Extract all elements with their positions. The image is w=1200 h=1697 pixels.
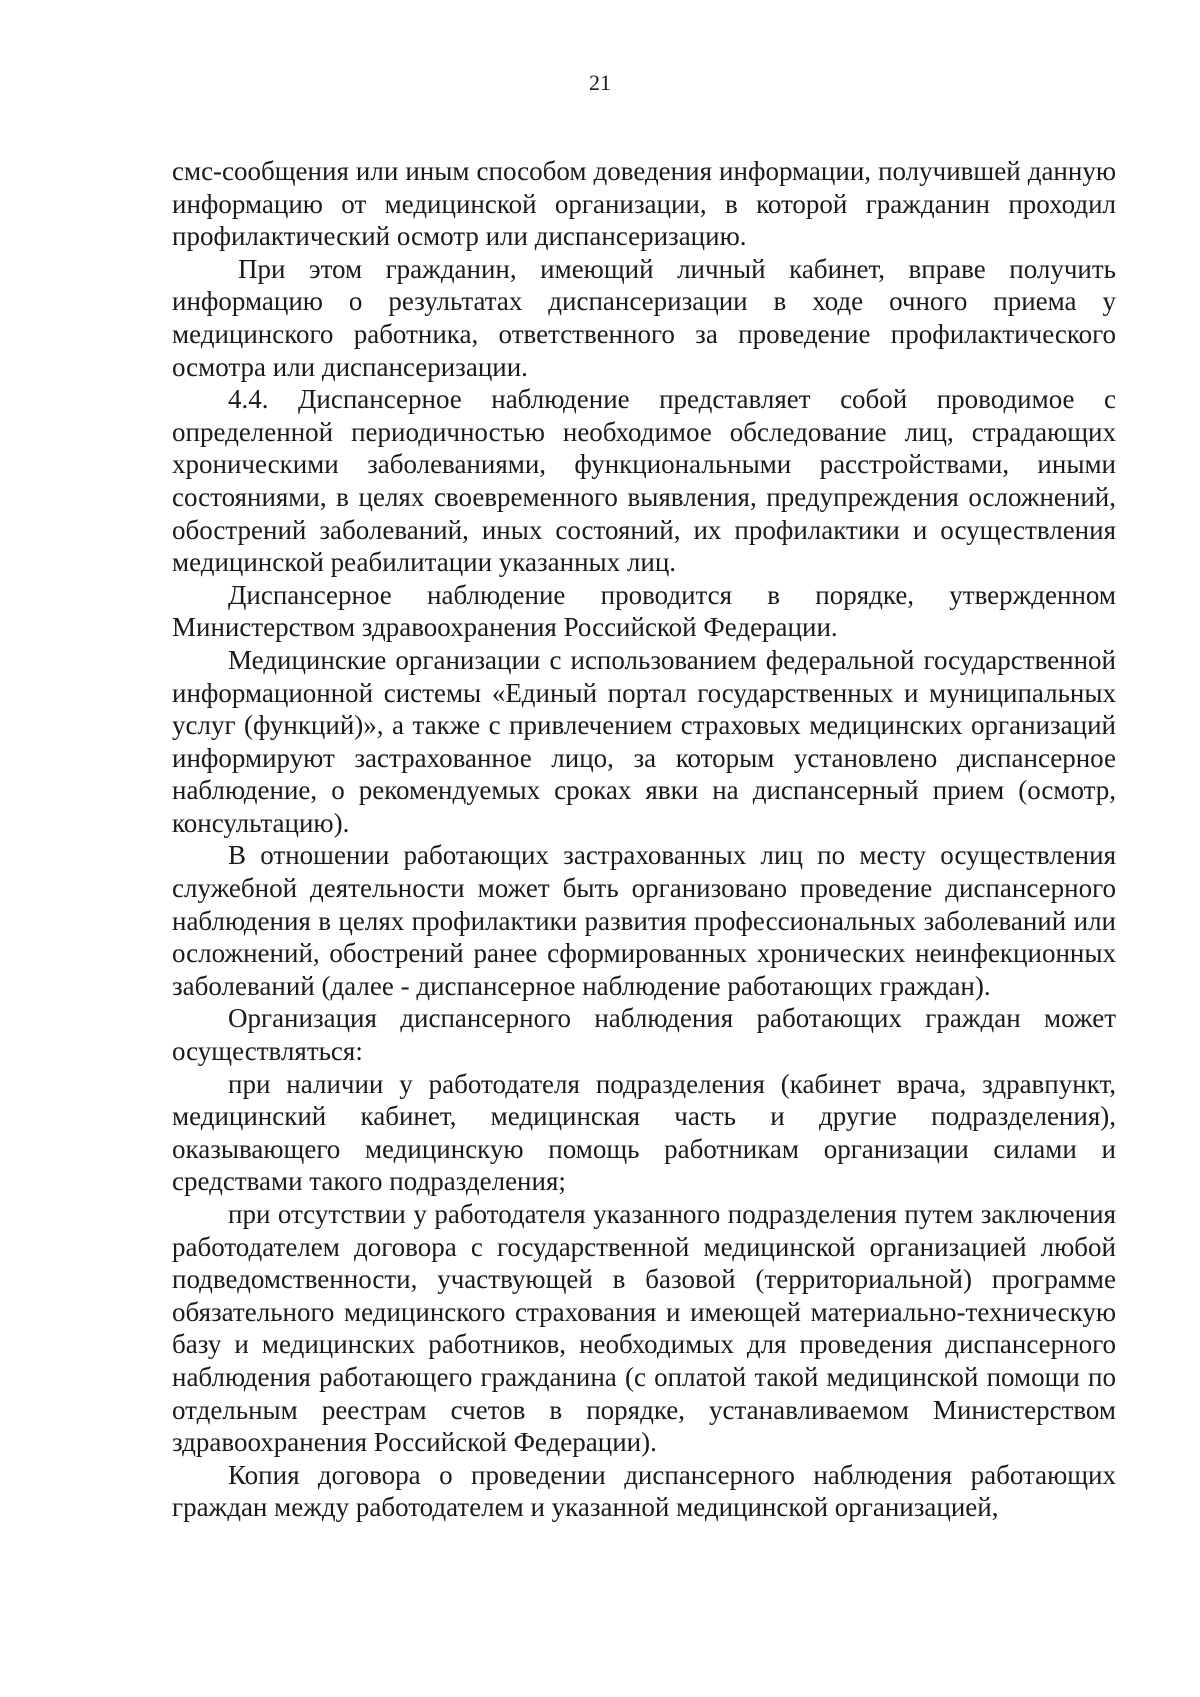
page-number: 21: [589, 70, 611, 95]
paragraph-dispensary-order: Диспансерное наблюдение проводится в порядке, утвержденном Министерством здравоохранения Российской Федерации.: [172, 579, 1116, 643]
paragraph-continuation: смс-сообщения или иным способом доведения информации, получившей данную информацию от медицинской организации, в которой гражданин проходил профилактический осмотр или диспансеризацию.: [172, 156, 1116, 252]
paragraph-contract-copy: Копия договора о проведении диспансерного наблюдения работающих граждан между работодателем и указанной медицинской организацией,: [172, 1459, 1116, 1523]
paragraph-medical-organizations: Медицинские организации с использованием федеральной государственной информационной системы «Единый портал государственных и муниципальных услуг (функций)», а также с привлечением страховых медицинских организаций информируют застрахованное лицо, за которым установлено диспансерное наблюдение, о рекомендуемых сроках явки на диспансерный прием (осмотр, консультацию).: [172, 644, 1116, 838]
paragraph-employer-contract: при отсутствии у работодателя указанного подразделения путем заключения работодателем договора с государственной медицинской организацией любой подведомственности, участвующей в базовой (территориальной) программе обязательного медицинского страхования и имеющей материально-техническую базу и медицинских работников, необходимых для проведения диспансерного наблюдения работающего гражданина (с оплатой такой медицинской помощи по отдельным реестрам счетов в порядке, устанавливаемом Министерством здравоохранения Российской Федерации).: [172, 1199, 1116, 1458]
paragraph-working-insured: В отношении работающих застрахованных лиц по месту осуществления служебной деятельности может быть организовано проведение диспансерного наблюдения в целях профилактики развития профессиональных заболеваний или осложнений, обострений ранее сформированных хронических неинфекционных заболеваний (далее - диспансерное наблюдение работающих граждан).: [172, 840, 1116, 1001]
document-body: [172, 155, 1116, 1524]
paragraph-personal-account: При этом гражданин, имеющий личный кабинет, вправе получить информацию о результатах диспансеризации в ходе очного приема у медицинского работника, ответственного за проведение профилактического осмотра или диспансеризации.: [172, 253, 1116, 382]
paragraph-section-4-4: 4.4. Диспансерное наблюдение представляет собой проводимое с определенной периодичностью необходимое обследование лиц, страдающих хроническими заболеваниями, функциональными расстройствами, иными состояниями, в целях своевременного выявления, предупреждения осложнений, обострений заболеваний, иных состояний, их профилактики и осуществления медицинской реабилитации указанных лиц.: [172, 384, 1116, 578]
paragraph-organization: Организация диспансерного наблюдения работающих граждан может осуществляться:: [172, 1003, 1116, 1067]
paragraph-employer-unit: при наличии у работодателя подразделения (кабинет врача, здравпункт, медицинский кабинет, медицинская часть и другие подразделения), оказывающего медицинскую помощь работникам организации силами и средствами такого подразделения;: [172, 1068, 1116, 1197]
